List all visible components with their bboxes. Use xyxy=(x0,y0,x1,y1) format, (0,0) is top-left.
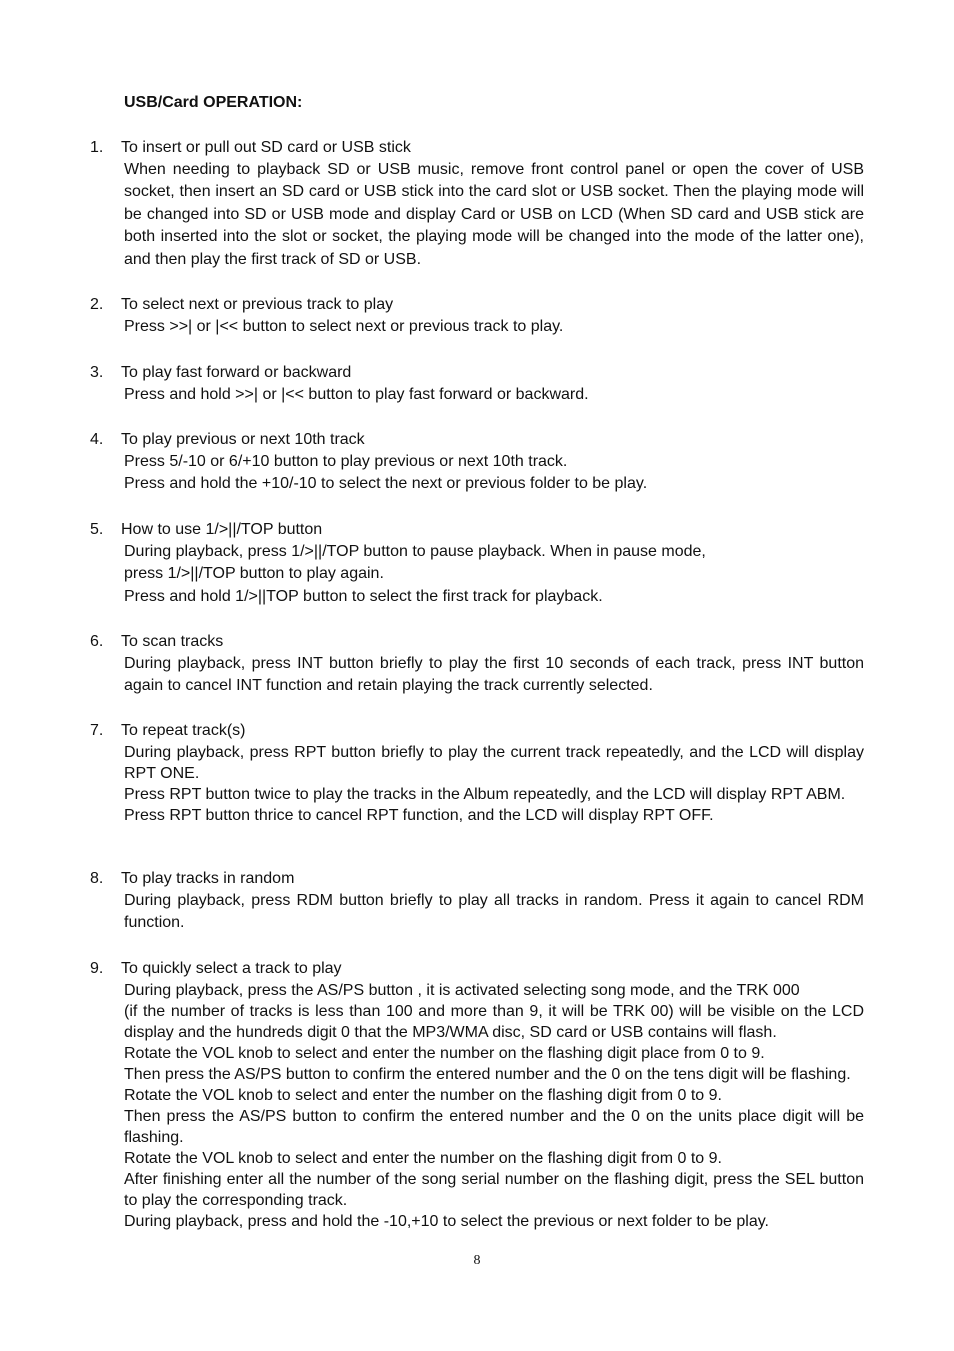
section-number: 7. xyxy=(90,722,104,739)
section-paragraph: During playback, press INT button briefly to play the first 10 seconds of each track, press INT button again to cancel INT function and retain playing the track currently selected. xyxy=(124,655,864,695)
section-number: 8. xyxy=(90,870,104,887)
section-paragraph: press 1/>||/TOP button to play again. xyxy=(124,565,384,583)
section-paragraph: Press >>| or |<< button to select next or previous track to play. xyxy=(124,318,564,335)
section-heading: To select next or previous track to play xyxy=(121,296,394,313)
page-number: 8 xyxy=(473,1253,481,1268)
section-number: 1. xyxy=(90,139,104,156)
section-paragraph: During playback, press the AS/PS button , it is activated selecting song mode, and the TRK 000 xyxy=(124,982,800,999)
section-paragraph: Then press the AS/PS button to confirm the entered number and the 0 on the units place digit will be flashing. xyxy=(124,1108,864,1146)
section-number: 9. xyxy=(90,960,104,977)
section-number: 2. xyxy=(90,296,104,313)
section-paragraph: Press and hold >>| or |<< button to play fast forward or backward. xyxy=(124,386,589,403)
section-quick-select xyxy=(0,958,954,1232)
section-paragraph: (if the number of tracks is less than 100 and more than 9, it will be TRK 00) will be visible on the LCD display and the hundreds digit 0 that the MP3/WMA disc, SD card or USB contains will flash. xyxy=(124,1003,864,1041)
section-number: 4. xyxy=(90,431,104,448)
section-number: 6. xyxy=(90,633,104,650)
section-paragraph: When needing to playback SD or USB music, remove front control panel or open the cover of USB socket, then insert an SD card or USB stick into the card slot or USB socket. Then the playing mode will be changed into SD or USB mode and display Card or USB on LCD (When SD card and USB stick are both inserted into the slot or socket, the playing mode will be changed into the mode of the latter one), and then play the first track of SD or USB. xyxy=(124,161,864,268)
page-title: USB/Card OPERATION: xyxy=(124,94,303,111)
section-heading: To insert or pull out SD card or USB stick xyxy=(121,139,411,156)
section-paragraph: Then press the AS/PS button to confirm the entered number and the 0 on the tens digit will be flashing. xyxy=(124,1066,851,1083)
section-paragraph: Rotate the VOL knob to select and enter the number on the flashing digit from 0 to 9. xyxy=(124,1087,722,1104)
section-paragraph: Rotate the VOL knob to select and enter the number on the flashing digit from 0 to 9. xyxy=(124,1150,722,1167)
section-paragraph: During playback, press and hold the -10,+10 to select the previous or next folder to be play. xyxy=(124,1213,769,1230)
section-top-button xyxy=(0,519,954,608)
section-heading: To play previous or next 10th track xyxy=(121,431,365,448)
section-select-track xyxy=(0,294,954,338)
section-paragraph: Rotate the VOL knob to select and enter the number on the flashing digit place from 0 to 9. xyxy=(124,1045,765,1062)
section-number: 5. xyxy=(90,521,104,538)
section-paragraph: After finishing enter all the number of the song serial number on the flashing digit, press the SEL button to play the corresponding track. xyxy=(124,1171,864,1209)
section-paragraph: Press RPT button twice to play the tracks in the Album repeatedly, and the LCD will display RPT ABM. xyxy=(124,786,846,803)
section-scan-tracks xyxy=(0,631,954,698)
section-heading: To play tracks in random xyxy=(121,870,295,887)
section-heading: To quickly select a track to play xyxy=(121,960,342,977)
section-tenth-track xyxy=(0,429,954,496)
section-paragraph: Press and hold 1/>||TOP button to select the first track for playback. xyxy=(124,587,603,605)
section-heading: To repeat track(s) xyxy=(121,722,246,739)
section-heading: How to use 1/>||/TOP button xyxy=(121,521,323,538)
section-paragraph: During playback, press RDM button briefly to play all tracks in random. Press it again to cancel RDM function. xyxy=(124,892,864,932)
section-paragraph: Press and hold the +10/-10 to select the next or previous folder to be play. xyxy=(124,475,648,493)
section-paragraph: Press RPT button thrice to cancel RPT function, and the LCD will display RPT OFF. xyxy=(124,807,714,824)
section-paragraph: During playback, press 1/>||/TOP button to pause playback. When in pause mode, xyxy=(124,543,706,560)
section-paragraph: During playback, press RPT button briefly to play the current track repeatedly, and the LCD will display RPT ONE. xyxy=(124,744,864,782)
section-heading: To play fast forward or backward xyxy=(121,364,352,381)
section-repeat-tracks xyxy=(0,720,954,826)
section-number: 3. xyxy=(90,364,104,381)
section-paragraph: Press 5/-10 or 6/+10 button to play previous or next 10th track. xyxy=(124,453,568,470)
section-heading: To scan tracks xyxy=(121,633,224,650)
section-fast-forward xyxy=(0,362,954,406)
section-insert-card xyxy=(0,137,954,271)
section-random-play xyxy=(0,868,954,935)
